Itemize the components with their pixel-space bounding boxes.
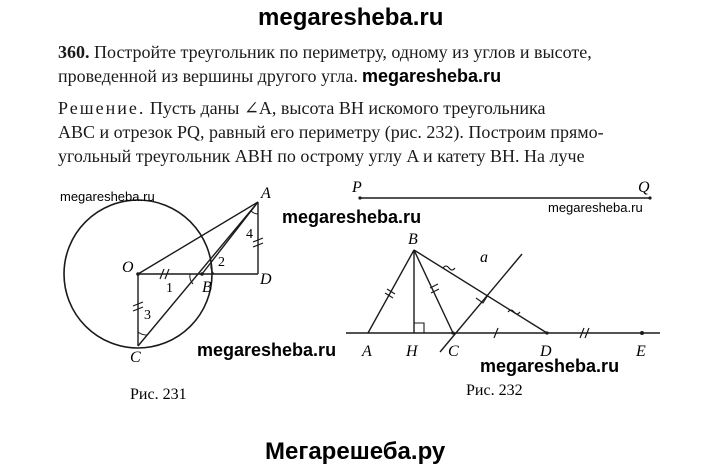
fig232-label-D: D	[540, 343, 552, 360]
fig232-label-Q: Q	[638, 179, 650, 196]
fig231-seg-OA	[138, 202, 258, 274]
fig231-label-A: A	[261, 185, 271, 202]
inline-watermark: megaresheba.ru	[362, 66, 502, 86]
fig232-label-H: H	[406, 343, 418, 360]
solution-line-2: ABC и отрезок PQ, равный его периметру (рис. 232). Построим прямо-	[58, 122, 604, 142]
bottom-right-watermark: megaresheba.ru	[480, 356, 620, 376]
fig232-label-A: A	[362, 343, 372, 360]
fig231-angle-4: 4	[246, 227, 253, 242]
fig231-angle-1: 1	[166, 281, 173, 296]
center-watermark: megaresheba.ru	[282, 207, 422, 227]
fig231-label-D: D	[260, 271, 272, 288]
problem-number: 360.	[58, 42, 90, 62]
fig232-label-E: E	[636, 343, 646, 360]
header-watermark: megaresheba.ru	[258, 4, 444, 31]
fig231-caption: Рис. 231	[130, 386, 187, 403]
bottom-left-watermark: megaresheba.ru	[197, 340, 337, 360]
problem-line-2: проведенной из вершины другого угла.	[58, 66, 358, 86]
fig231-angle-3: 3	[144, 308, 151, 323]
fig232-label-a: a	[480, 249, 488, 266]
fig231-label-B: B	[202, 279, 212, 296]
fig232-label-C: C	[448, 343, 459, 360]
fig231-angle-2: 2	[218, 255, 225, 270]
solution-text-1: Пусть даны ∠A, высота BH искомого треугольника	[149, 98, 546, 118]
solution-line-3: угольный треугольник ABH по острому углу A и катету BH. На луче	[58, 146, 585, 166]
problem-line-1	[58, 40, 592, 64]
fig231-label-O: O	[122, 259, 134, 276]
solution-line-1	[58, 96, 546, 120]
solution-label: Решение.	[58, 98, 146, 118]
fig231-label-C: C	[130, 349, 141, 366]
fig232-caption: Рис. 232	[466, 382, 523, 399]
fig232-label-B: B	[408, 231, 418, 248]
figure-231	[50, 180, 320, 410]
fig232-line-a	[440, 254, 522, 352]
problem-text-1: Постройте треугольник по периметру, одному из углов и высоте,	[94, 42, 592, 62]
fig232-watermark: megaresheba.ru	[548, 200, 643, 215]
footer-watermark: Мегарешеба.ру	[265, 438, 446, 465]
fig232-label-P: P	[352, 179, 362, 196]
fig231-watermark: megaresheba.ru	[60, 189, 155, 204]
